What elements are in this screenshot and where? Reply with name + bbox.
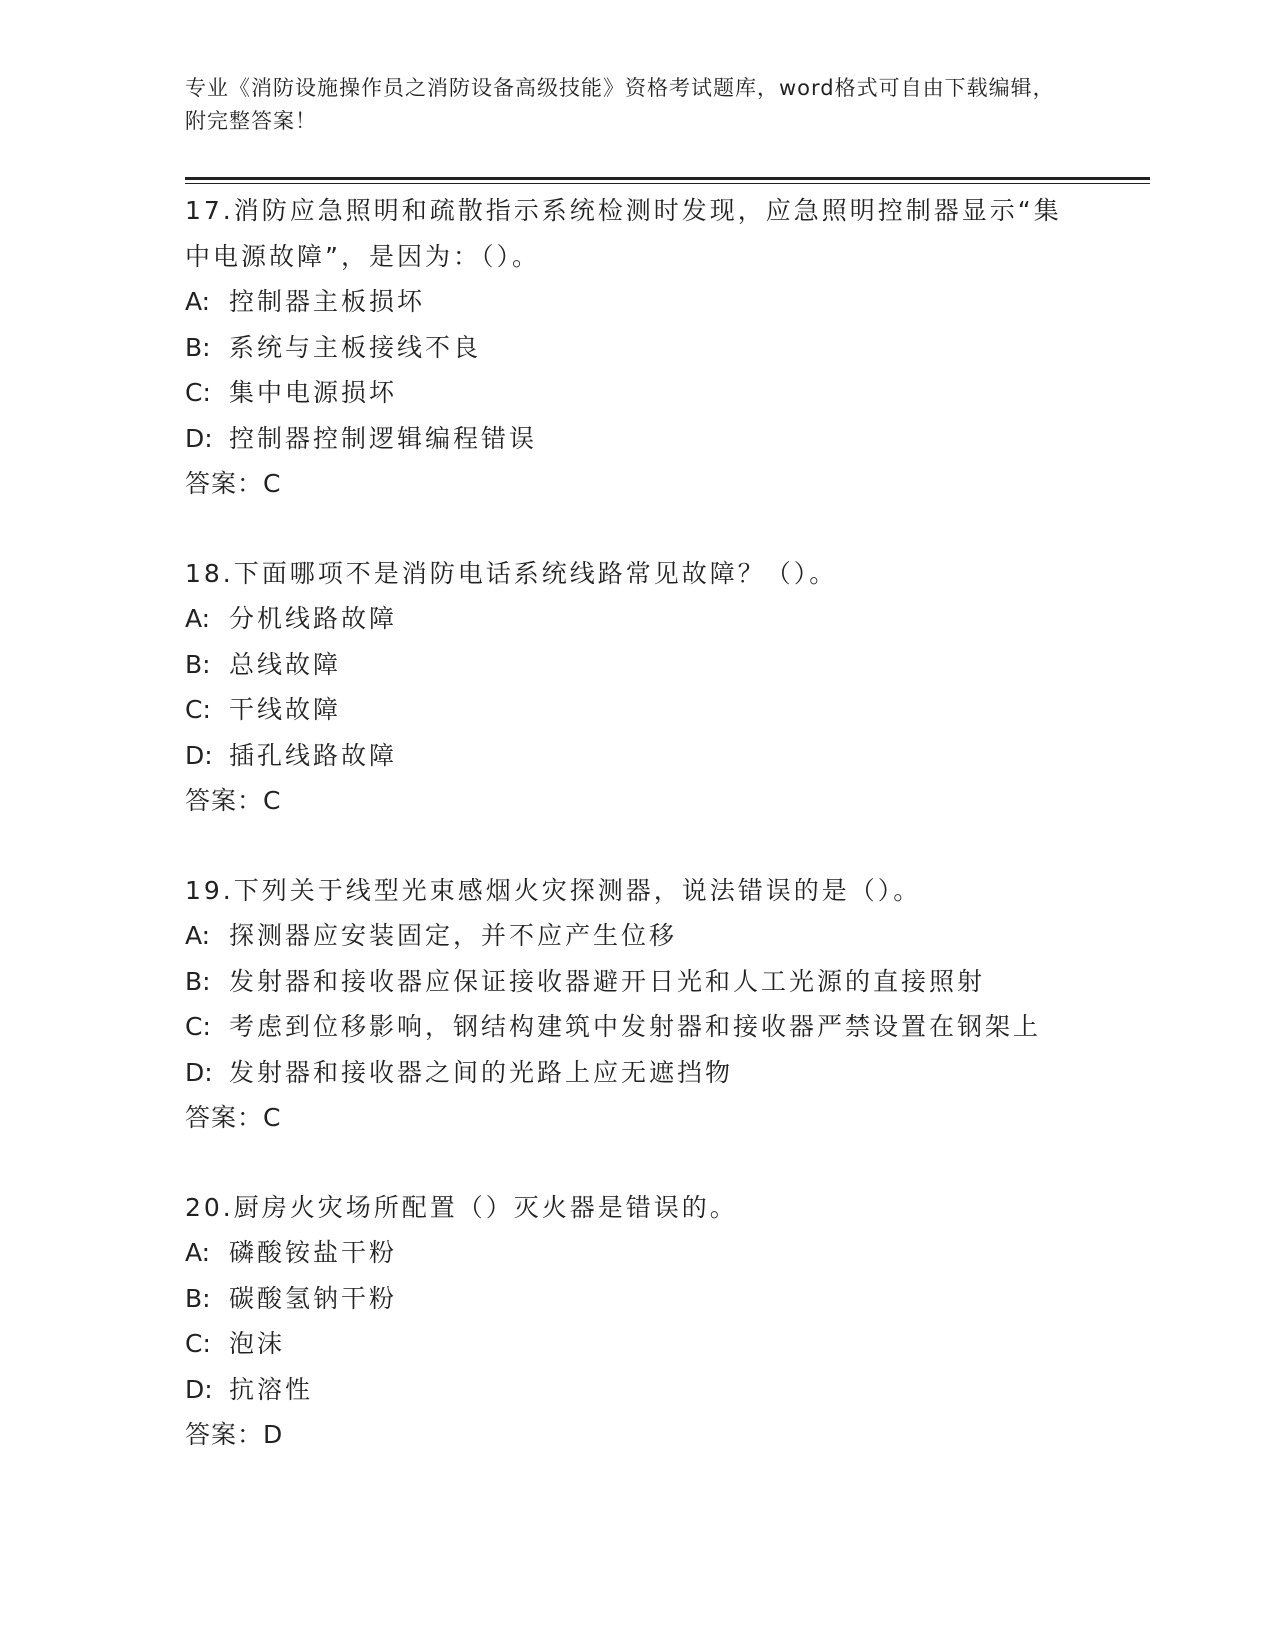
option-text: 考虑到位移影响，钢结构建筑中发射器和接收器严禁设置在钢架上: [229, 1012, 1042, 1041]
option-letter: C:: [185, 695, 211, 724]
question-stem: 17.消防应急照明和疏散指示系统检测时发现，应急照明控制器显示“集中电源故障”，是因为：（）。: [185, 196, 1062, 271]
option-letter: B:: [185, 1283, 211, 1313]
option-c: [185, 1004, 1085, 1050]
option-letter: C:: [185, 1329, 211, 1358]
answer-line: 答案：D: [185, 1420, 284, 1449]
answer-line: 答案：C: [185, 1103, 282, 1132]
option-letter: D:: [185, 1057, 213, 1087]
option-c: [185, 687, 1085, 733]
option-d: [185, 733, 1085, 779]
option-letter: B:: [185, 649, 211, 679]
option-d: [185, 1367, 1085, 1413]
option-letter: B:: [185, 966, 211, 996]
option-letter: A:: [185, 1238, 211, 1267]
option-text: 抗溶性: [229, 1374, 314, 1404]
option-d: [185, 416, 1085, 462]
answer-line: 答案：C: [185, 469, 282, 498]
option-letter: B:: [185, 332, 211, 362]
option-a: [185, 913, 1085, 959]
option-text: 集中电源损坏: [229, 378, 398, 407]
option-text: 总线故障: [229, 649, 342, 679]
option-text: 发射器和接收器之间的光路上应无遮挡物: [229, 1057, 734, 1087]
question-stem: 19.下列关于线型光束感烟火灾探测器，说法错误的是（）。: [185, 875, 922, 905]
question-list: [185, 188, 1085, 1502]
option-b: [185, 642, 1085, 688]
option-text: 磷酸铵盐干粉: [229, 1238, 398, 1267]
question-stem: 20.厨房火灾场所配置（）灭火器是错误的。: [185, 1192, 738, 1222]
question-18: [185, 551, 1085, 824]
option-text: 系统与主板接线不良: [229, 332, 482, 362]
question-19: [185, 868, 1085, 1141]
option-text: 插孔线路故障: [229, 740, 398, 770]
question-20: [185, 1185, 1085, 1458]
option-c: [185, 370, 1085, 416]
option-text: 干线故障: [229, 695, 342, 724]
option-text: 分机线路故障: [229, 604, 398, 633]
option-b: [185, 1276, 1085, 1322]
option-letter: C:: [185, 1012, 211, 1041]
option-letter: A:: [185, 921, 211, 950]
option-c: [185, 1321, 1085, 1367]
option-text: 控制器控制逻辑编程错误: [229, 423, 538, 453]
option-text: 泡沫: [229, 1329, 286, 1358]
answer-line: 答案：C: [185, 786, 282, 815]
option-letter: A:: [185, 287, 211, 316]
option-letter: D:: [185, 1374, 213, 1404]
option-letter: A:: [185, 604, 211, 633]
header-divider-thin: [185, 183, 1150, 184]
option-letter: C:: [185, 378, 211, 407]
option-text: 探测器应安装固定，并不应产生位移: [229, 921, 678, 950]
option-a: [185, 279, 1085, 325]
option-text: 碳酸氢钠干粉: [229, 1283, 398, 1313]
option-a: [185, 1230, 1085, 1276]
option-letter: D:: [185, 740, 213, 770]
option-b: [185, 325, 1085, 371]
header-divider-thick: [185, 177, 1150, 180]
option-letter: D:: [185, 423, 213, 453]
option-text: 控制器主板损坏: [229, 287, 426, 316]
option-b: [185, 959, 1085, 1005]
option-d: [185, 1050, 1085, 1096]
document-header: 专业《消防设施操作员之消防设备高级技能》资格考试题库，word格式可自由下载编辑，附完整答案！: [185, 76, 1055, 133]
question-17: [185, 188, 1085, 507]
question-stem: 18.下面哪项不是消防电话系统线路常见故障？（）。: [185, 558, 838, 588]
option-text: 发射器和接收器应保证接收器避开日光和人工光源的直接照射: [229, 966, 986, 996]
option-a: [185, 596, 1085, 642]
